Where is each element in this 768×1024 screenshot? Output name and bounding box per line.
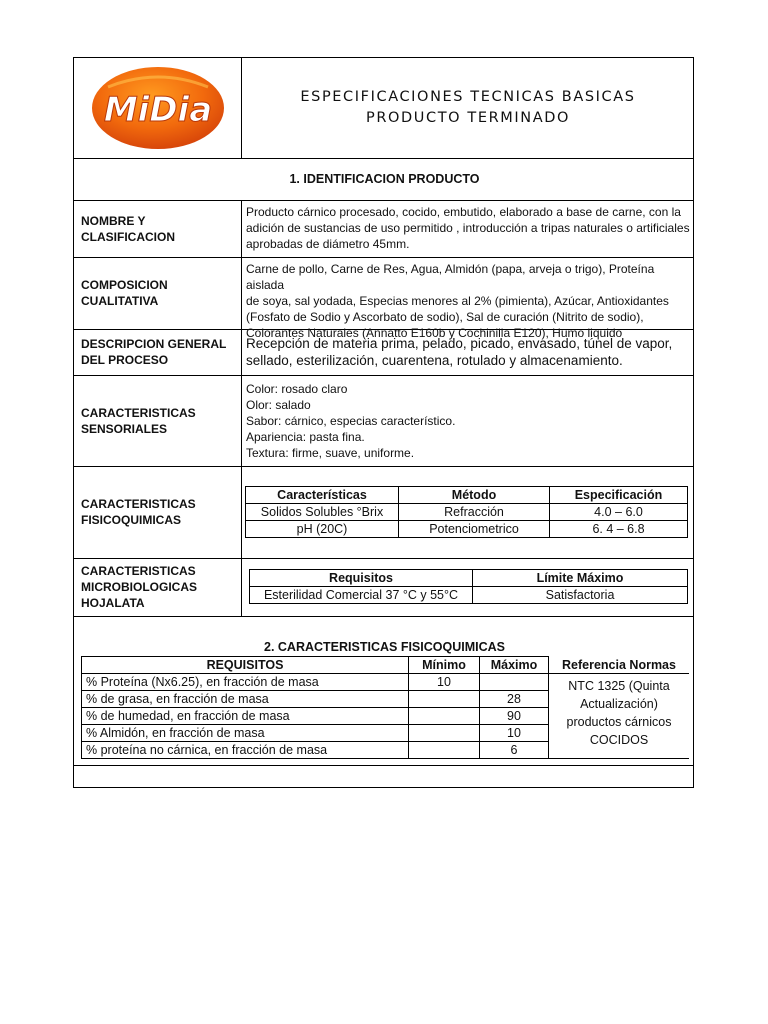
table-cell [409, 742, 480, 759]
text-line: Sabor: cárnico, especias característico. [246, 414, 456, 428]
table-cell: Refracción [399, 504, 550, 521]
title-line-1: ESPECIFICACIONES TECNICAS BASICAS [300, 89, 636, 105]
label-line: MICROBIOLOGICAS [81, 580, 197, 594]
text-line: de soya, sal yodada, Especias menores al 2% (pimienta), Azúcar, Antioxidantes [246, 294, 669, 308]
spec-sheet [73, 57, 694, 788]
label-line: CARACTERISTICAS [81, 405, 196, 420]
table-cell: % Proteína (Nx6.25), en fracción de masa [82, 674, 409, 691]
divider [74, 158, 693, 159]
table-row [82, 674, 690, 691]
table-header: REQUISITOS [82, 657, 409, 674]
label-line: HOJALATA [81, 596, 145, 610]
divider [74, 616, 693, 617]
row-label-fisicoquimicas [74, 466, 241, 558]
row-text-composicion [241, 261, 695, 341]
row-label-proceso [74, 329, 241, 375]
label-line: COMPOSICION [81, 278, 168, 292]
row-label-composicion [74, 257, 241, 329]
row-text-sensoriales [241, 381, 695, 461]
table-cell: 28 [480, 691, 549, 708]
table-cell [409, 691, 480, 708]
text-line: Colorantes Naturales (Annatto E160b y Cochinilla E120), Humo liquido [246, 326, 623, 340]
table-cell: % de grasa, en fracción de masa [82, 691, 409, 708]
table-header: Referencia Normas [549, 657, 690, 674]
text-line: sellado, esterilización, cuarentena, rotulado y almacenamiento. [246, 353, 623, 368]
reference-norms-cell [549, 674, 690, 759]
text-line: Producto cárnico procesado, cocido, embutido, elaborado a base de carne, con la [246, 205, 681, 219]
microbiologicas-table [249, 569, 688, 604]
table-cell: 6 [480, 742, 549, 759]
reference-line: Actualización) [580, 697, 658, 711]
title-line-2: PRODUCTO TERMINADO [365, 110, 571, 126]
text-line: Olor: salado [246, 398, 311, 412]
label-line: NOMBRE Y CLASIFICACION [81, 213, 175, 244]
svg-text:MiDia: MiDia [103, 90, 212, 130]
text-line: Color: rosado claro [246, 382, 348, 396]
table-cell: Satisfactoria [473, 587, 688, 604]
section-1-title: 1. IDENTIFICACION PRODUCTO [289, 172, 480, 186]
table-cell: % proteína no cárnica, en fracción de masa [82, 742, 409, 759]
fisicoquimicas-requisitos-table [81, 656, 689, 759]
label-line: CUALITATIVA [81, 294, 159, 308]
text-line: Carne de pollo, Carne de Res, Agua, Almidón (papa, arveja o trigo), Proteína aislada [246, 262, 655, 292]
table-cell: 90 [480, 708, 549, 725]
label-line: CARACTERISTICAS [81, 497, 196, 511]
label-line: FISICOQUIMICAS [81, 513, 182, 527]
text-line: adición de sustancias de uso permitido , introducción a tripas naturales o artificiales [246, 221, 690, 235]
row-text-nombre [241, 204, 695, 252]
table-cell: Esterilidad Comercial 37 °C y 55°C [250, 587, 473, 604]
table-header: Método [399, 487, 550, 504]
table-cell [480, 674, 549, 691]
row-label-microbiologicas [74, 558, 241, 616]
table-header: Características [246, 487, 399, 504]
reference-line: productos cárnicos [566, 715, 672, 729]
table-header: Mínimo [409, 657, 480, 674]
table-cell: Potenciometrico [399, 521, 550, 538]
table-header: Límite Máximo [473, 570, 688, 587]
table-cell: Solidos Solubles °Brix [246, 504, 399, 521]
table-header: Requisitos [250, 570, 473, 587]
text-line: Recepción de materia prima, pelado, picado, envasado, túnel de vapor, [246, 336, 673, 351]
table-cell: % Almidón, en fracción de masa [82, 725, 409, 742]
text-line: Textura: firme, suave, uniforme. [246, 446, 415, 460]
table-cell [409, 725, 480, 742]
logo [74, 58, 241, 158]
table-cell: 10 [480, 725, 549, 742]
midia-logo-icon [90, 65, 226, 151]
table-row [250, 587, 688, 604]
row-label-nombre [74, 200, 241, 257]
label-line: DESCRIPCION GENERAL [81, 337, 227, 351]
row-text-proceso [241, 335, 695, 369]
table-cell [409, 708, 480, 725]
table-cell: 10 [409, 674, 480, 691]
divider [74, 765, 693, 766]
text-line: (Fosfato de Sodio y Ascorbato de sodio), Sal de curación (Nitrito de sodio), [246, 310, 644, 324]
table-header: Especificación [550, 487, 688, 504]
table-cell: 4.0 – 6.0 [550, 504, 688, 521]
table-header: Máximo [480, 657, 549, 674]
fisicoquimicas-table [245, 486, 688, 538]
reference-line: COCIDOS [589, 733, 649, 747]
label-line: CARACTERISTICAS [81, 564, 196, 578]
text-line: Apariencia: pasta fina. [246, 430, 365, 444]
table-cell: 6. 4 – 6.8 [550, 521, 688, 538]
label-line: DEL PROCESO [81, 353, 169, 367]
table-cell: pH (20C) [246, 521, 399, 538]
text-line: aprobadas de diámetro 45mm. [246, 237, 410, 251]
document-title [241, 58, 695, 158]
label-line: SENSORIALES [81, 421, 168, 436]
table-row [246, 521, 688, 538]
row-label-sensoriales [74, 375, 241, 466]
reference-line: NTC 1325 (Quinta [568, 679, 670, 693]
table-row [246, 504, 688, 521]
table-cell: % de humedad, en fracción de masa [82, 708, 409, 725]
section-2-title: 2. CARACTERISTICAS FISICOQUIMICAS [264, 640, 505, 654]
